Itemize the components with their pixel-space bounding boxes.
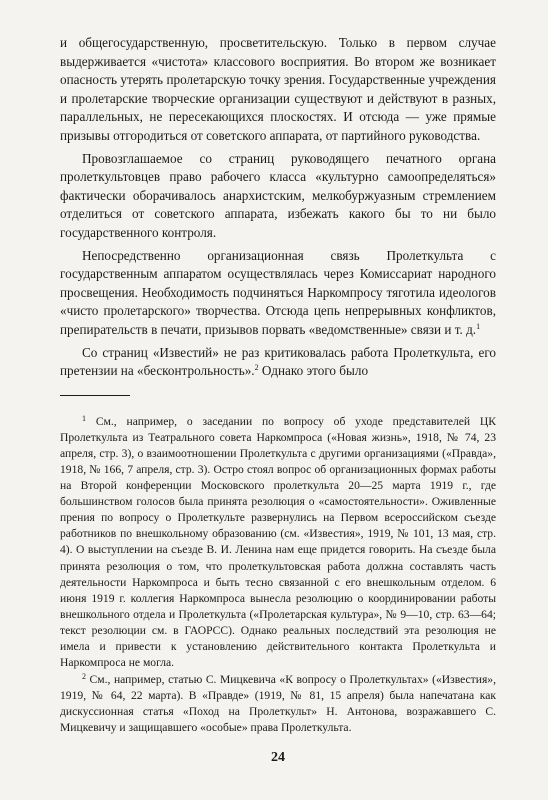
paragraph-4-tail: Однако этого было — [258, 363, 369, 379]
paragraph-1: и общегосударственную, просветительскую. Только в первом случае выдерживается «чистота» классового восприятия. Во втором же возникает опасность утерять пролетарскую точку зрения. Государственные учреждения и пролетарские творческие организации существуют и действуют в разных, параллельных, не пересекающихся плоскостях. И отсюда — уже прямые призывы отгородиться от советского аппарата, от партийного руководства. — [60, 35, 496, 143]
book-page — [60, 34, 496, 774]
paragraph-4 — [60, 344, 496, 381]
footnote-separator — [60, 395, 130, 396]
page-number: 24 — [271, 750, 285, 765]
main-text — [60, 34, 496, 381]
paragraph-2: Провозглашаемое со страниц руководящего печатного органа пролеткультовцев право рабочего класса «культурно самоопределяться» фактически оборачивалось анархистским, мелкобуржуазным стремлением отделиться от советского аппарата, избежать какого бы то ни было государственного контроля. — [60, 150, 496, 240]
footnote-1 — [60, 414, 496, 672]
paragraph-3-text: Непосредственно организационная связь Пролеткульта с государственным аппаратом осуществлялась через Комиссариат народного просвещения. Необходимость подчиняться Наркомпросу тяготила идеологов «чисто пролетарского» творчества. Отсюда цепь непрерывных конфликтов, препирательств в печати, призывов порвать «ведомственные» связи и т. д. — [60, 247, 496, 337]
paragraph-3 — [60, 247, 496, 340]
footnote-ref-1[interactable]: 1 — [476, 321, 481, 331]
footnote-1-text: См., например, о заседании по вопросу об уходе представителей ЦК Пролеткульта из Театрального совета Наркомпроса («Новая жизнь», 1918, № 74, 23 апреля, стр. 3), о взаимоотношении Пролеткульта с другими организациями («Правда», 1918, № 166, 7 апреля, стр. 3). Остро стоял вопрос об организационных формах работы на Второй конференции Московского пролеткульта 20—25 марта 1919 г., где большинством голосов была принята резолюция о «самостоятельности». Оживленные прения по вопросу о Пролеткульте развернулись на Первом всероссийском съезде работников по внешкольному образованию (см. «Известия», 1919, № 101, 13 мая, стр. 4). О выступлении на съезде В. И. Ленина нам еще придется говорить. На съезде была принята резолюция о том, что пролеткультовская работа должна составлять часть деятельности Наркомпроса и быть тесно связанной с его внешкольным отделом. 6 июня 1919 г. коллегия Наркомпроса вынесла резолюцию о координировании работы внешкольного отдела и Пролеткульта («Пролетарская культура», № 9—10, стр. 63—64; текст резолюции см. в ГАОРСС). Однако реальных последствий эта резолюция не имела и привести к установлению действительного контакта Пролеткульта и Наркомпроса не могла. — [60, 414, 496, 670]
paragraph-4-text: Со страниц «Известий» не раз критиковалась работа Пролеткульта, его претензии на «бесконтрольность». — [60, 344, 496, 379]
footnote-2-mark: 2 — [82, 672, 86, 682]
footnotes — [60, 414, 496, 737]
footnote-2-text: См., например, статью С. Мицкевича «К вопросу о Пролеткультах» («Известия», 1919, № 64, 22 марта). В «Правде» (1919, № 81, 15 апреля) была напечатана как дискуссионная статья «Поход на Пролеткульт» Н. Антонова, возражавшего С. Мицкевичу и защищавшего «особые» права Пролеткульта. — [60, 673, 496, 735]
footnote-2 — [60, 672, 496, 736]
footnote-1-mark: 1 — [82, 413, 86, 423]
footnote-ref-2[interactable]: 2 — [254, 363, 259, 373]
